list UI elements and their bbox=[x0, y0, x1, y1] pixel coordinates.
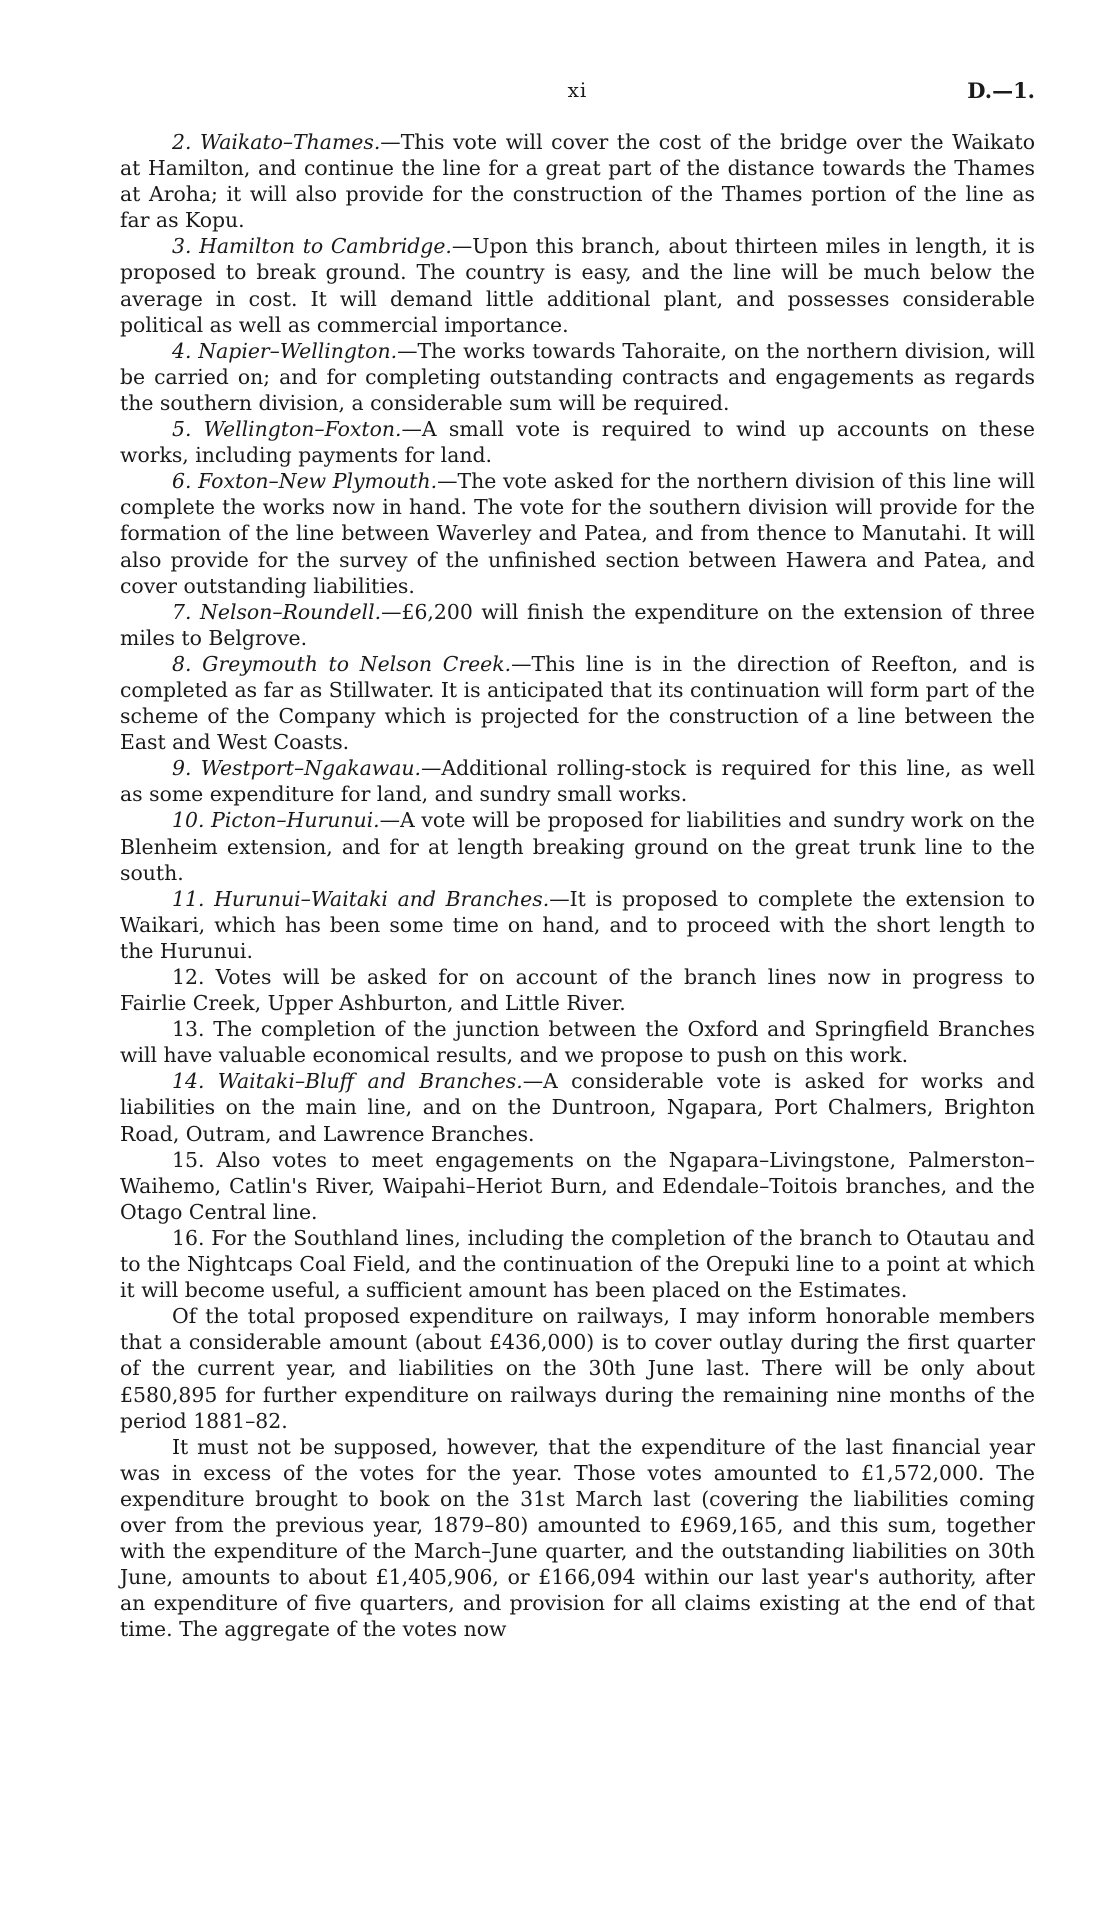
paragraph-title: 5. Wellington–Foxton. bbox=[172, 417, 402, 442]
paragraph-title: 6. Foxton–New Plymouth. bbox=[172, 469, 438, 494]
paragraph bbox=[120, 886, 1035, 964]
paragraph-text: Of the total proposed expenditure on railways, I may inform honorable members that a considerable amount (about £436,000) is to cover outlay during the first quarter of the current year, and liabilities on the 30th June last. There will be only about £580,895 for further expenditure on railways during the remaining nine months of the period 1881–82. bbox=[120, 1304, 1035, 1433]
paragraph bbox=[120, 1303, 1035, 1433]
paragraph-text: —£6,200 will finish the expenditure on the extension of three miles to Belgrove. bbox=[120, 599, 1035, 650]
paragraph-title: 9. Westport–Ngakawau. bbox=[172, 756, 421, 781]
paragraph-text: 15. Also votes to meet engagements on the Ngapara–Livingstone, Palmerston–Waihemo, Catlin's River, Waipahi–Heriot Burn, and Edendale–Toitois branches, and the Otago Central line. bbox=[120, 1147, 1035, 1224]
paragraph-text: It must not be supposed, however, that the expenditure of the last financial year was in excess of the votes for the year. Those votes amounted to £1,572,000. The expenditure brought to book on the 31st March last (covering the liabilities coming over from the previous year, 1879–80) amounted to £969,165, and this sum, together with the expenditure of the March–June quarter, and the outstanding liabilities on 30th June, amounts to about £1,405,906, or £166,094 within our last year's authority, after an expenditure of five quarters, and provision for all claims existing at the end of that time. The aggregate of the votes now bbox=[120, 1434, 1035, 1642]
paragraph-title: 7. Nelson–Roundell. bbox=[172, 599, 382, 624]
paragraph bbox=[120, 338, 1035, 416]
paragraph-text: —A considerable vote is asked for works and liabilities on the main line, and on the Duntroon, Ngapara, Port Chalmers, Brighton Road, Outram, and Lawrence Branches. bbox=[120, 1069, 1035, 1146]
body-text bbox=[120, 129, 1035, 1642]
paragraph-title: 8. Greymouth to Nelson Creek. bbox=[172, 651, 512, 676]
paragraph-title: 4. Napier–Wellington. bbox=[172, 338, 398, 363]
paragraph bbox=[120, 964, 1035, 1016]
paragraph-title: 14. Waitaki–Bluff and Branches. bbox=[172, 1069, 523, 1094]
paragraph bbox=[120, 416, 1035, 468]
paragraph-text: —It is proposed to complete the extension to Waikari, which has been some time on hand, and to proceed with the short length to the Hurunui. bbox=[120, 886, 1035, 963]
paragraph-title: 2. Waikato–Thames. bbox=[172, 130, 381, 154]
paragraph-text: —The vote asked for the northern division of this line will complete the works now in hand. The vote for the southern division will provide for the formation of the line between Waverley and Patea, and from thence to Manutahi. It will also provide for the survey of the unfinished section between Hawera and Patea, and cover outstanding liabilities. bbox=[120, 469, 1035, 598]
paragraph bbox=[120, 1068, 1035, 1146]
paragraph-title: 10. Picton–Hurunui. bbox=[172, 808, 380, 833]
paragraph bbox=[120, 1225, 1035, 1303]
paragraph bbox=[120, 233, 1035, 337]
paragraph bbox=[120, 755, 1035, 807]
paragraph-text: 12. Votes will be asked for on account of the branch lines now in progress to Fairlie Creek, Upper Ashburton, and Little River. bbox=[120, 965, 1035, 1016]
paragraph bbox=[120, 651, 1035, 755]
paragraph-text: —This line is in the direction of Reefton, and is completed as far as Stillwater. It is anticipated that its continuation will form part of the scheme of the Company which is projected for the construction of a line between the East and West Coasts. bbox=[120, 651, 1035, 755]
paragraph-text: 16. For the Southland lines, including the completion of the branch to Otautau and to the Nightcaps Coal Field, and the continuation of the Orepuki line to a point at which it will become useful, a sufficient amount has been placed on the Estimates. bbox=[120, 1225, 1035, 1303]
paragraph bbox=[120, 1147, 1035, 1225]
page-number: xi bbox=[567, 78, 588, 102]
paragraph-text: —Upon this branch, about thirteen miles in length, it is proposed to break ground. The country is easy, and the line will be much below the average in cost. It will demand little additional plant, and possesses considerable political as well as commercial importance. bbox=[120, 234, 1035, 337]
paragraph bbox=[120, 807, 1035, 885]
paragraph bbox=[120, 599, 1035, 651]
paragraph bbox=[120, 468, 1035, 598]
paragraph-title: 3. Hamilton to Cambridge. bbox=[172, 234, 452, 259]
paragraph bbox=[120, 1016, 1035, 1068]
paragraph bbox=[120, 1434, 1035, 1643]
paragraph bbox=[120, 129, 1035, 233]
paragraph-text: —Additional rolling-stock is required for this line, as well as some expenditure for land, and sundry small works. bbox=[120, 756, 1036, 807]
paragraph-text: —The works towards Tahoraite, on the northern division, will be carried on; and for completing outstanding contracts and engagements as regards the southern division, a considerable sum will be required. bbox=[120, 338, 1035, 415]
paragraph-text: —A small vote is required to wind up accounts on these works, including payments for land. bbox=[120, 417, 1035, 468]
paragraph-text: —This vote will cover the cost of the bridge over the Waikato at Hamilton, and continue the line for a great part of the distance towards the Thames at Aroha; it will also provide for the construction of the Thames portion of the line as far as Kopu. bbox=[120, 130, 1035, 233]
paragraph-text: 13. The completion of the junction between the Oxford and Springfield Branches will have valuable economical results, and we propose to push on this work. bbox=[120, 1017, 1035, 1068]
page-header bbox=[120, 78, 1035, 108]
document-reference: D.—1. bbox=[967, 78, 1035, 103]
paragraph-text: —A vote will be proposed for liabilities and sundry work on the Blenheim extension, and for at length breaking ground on the great trunk line to the south. bbox=[120, 808, 1035, 885]
paragraph-title: 11. Hurunui–Waitaki and Branches. bbox=[172, 886, 550, 911]
